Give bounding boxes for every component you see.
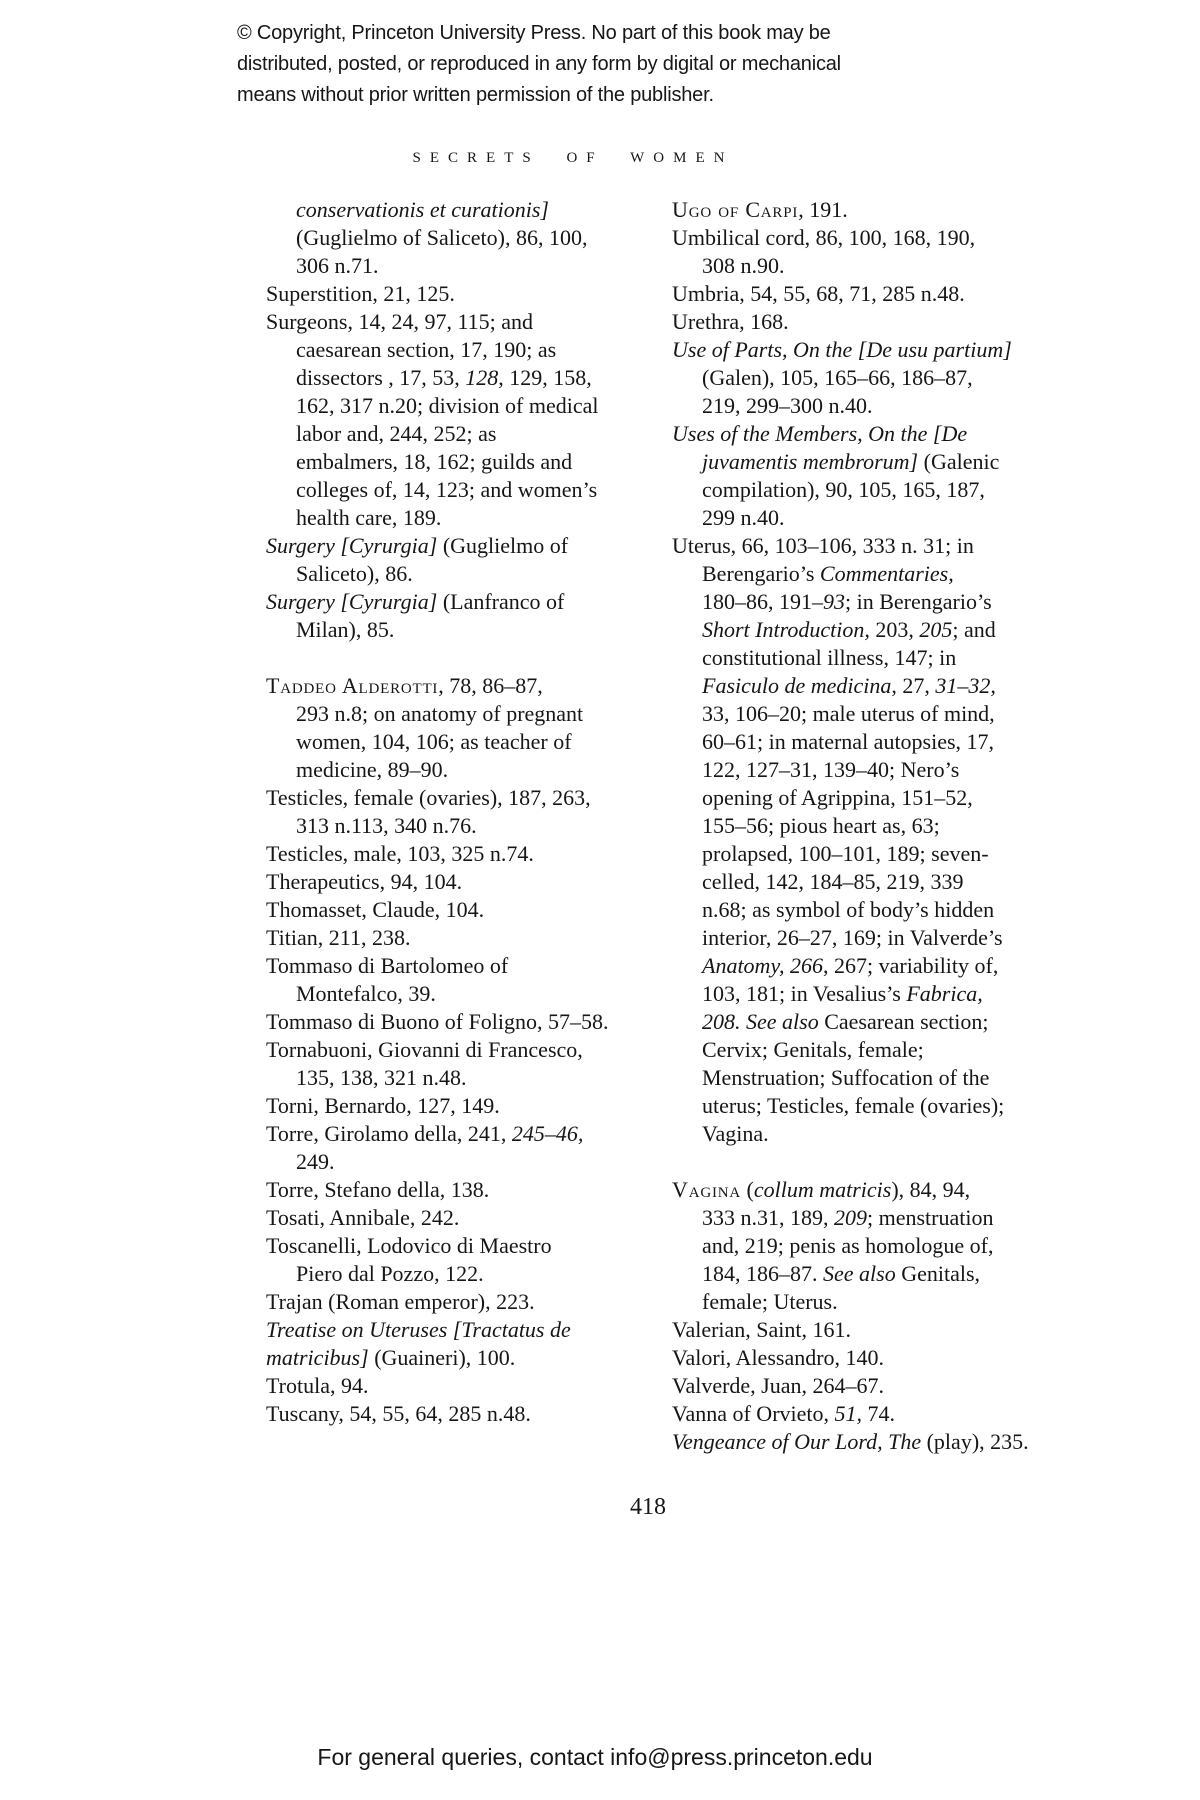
index-line: Vengeance of Our Lord, The (play), 235. bbox=[672, 1429, 1029, 1454]
index-line: opening of Agrippina, 151–52, bbox=[702, 785, 973, 810]
index-line: female; Uterus. bbox=[702, 1289, 838, 1314]
copyright-line: © Copyright, Princeton University Press. No part of this book may be bbox=[237, 22, 831, 44]
index-line: 306 n.71. bbox=[296, 253, 379, 278]
index-line: Montefalco, 39. bbox=[296, 981, 436, 1006]
page-number: 418 bbox=[630, 1494, 666, 1520]
index-line: Tornabuoni, Giovanni di Francesco, bbox=[266, 1037, 583, 1062]
index-line: 313 n.113, 340 n.76. bbox=[296, 813, 477, 838]
index-line: 293 n.8; on anatomy of pregnant bbox=[296, 701, 584, 726]
index-line: Short Introduction, 203, 205; and bbox=[702, 617, 996, 642]
index-line: 180–86, 191–93; in Berengario’s bbox=[702, 589, 992, 614]
index-line: 103, 181; in Vesalius’s Fabrica, bbox=[702, 981, 983, 1006]
index-line: Ugo of Carpi, 191. bbox=[672, 197, 848, 222]
index-line: Thomasset, Claude, 104. bbox=[266, 897, 485, 922]
index-line: Tuscany, 54, 55, 64, 285 n.48. bbox=[266, 1401, 531, 1426]
index-line: Testicles, female (ovaries), 187, 263, bbox=[266, 785, 591, 810]
index-line: Testicles, male, 103, 325 n.74. bbox=[266, 841, 534, 866]
index-line: Milan), 85. bbox=[296, 617, 395, 642]
index-line: 33, 106–20; male uterus of mind, bbox=[702, 701, 995, 726]
index-line: constitutional illness, 147; in bbox=[702, 645, 957, 670]
index-line: Surgeons, 14, 24, 97, 115; and bbox=[266, 309, 534, 334]
index-line: 135, 138, 321 n.48. bbox=[296, 1065, 467, 1090]
index-line: Piero dal Pozzo, 122. bbox=[296, 1261, 484, 1286]
index-line: Toscanelli, Lodovico di Maestro bbox=[266, 1233, 552, 1258]
index-line: 219, 299–300 n.40. bbox=[702, 393, 873, 418]
index-line: (Galen), 105, 165–66, 186–87, bbox=[702, 365, 973, 390]
index-line: Valerian, Saint, 161. bbox=[672, 1317, 852, 1342]
index-line: Umbria, 54, 55, 68, 71, 285 n.48. bbox=[672, 281, 965, 306]
index-line: celled, 142, 184–85, 219, 339 bbox=[702, 869, 964, 894]
footer-contact-line: For general queries, contact info@press.princeton.edu bbox=[317, 1744, 873, 1770]
index-line: dissectors , 17, 53, 128, 129, 158, bbox=[296, 365, 592, 390]
index-line: 162, 317 n.20; division of medical bbox=[296, 393, 599, 418]
running-head: SECRETS OF WOMEN bbox=[412, 150, 734, 166]
index-line: and, 219; penis as homologue of, bbox=[702, 1233, 994, 1258]
index-line: labor and, 244, 252; as bbox=[296, 421, 497, 446]
index-line: Cervix; Genitals, female; bbox=[702, 1037, 924, 1062]
index-line: uterus; Testicles, female (ovaries); bbox=[702, 1093, 1005, 1118]
index-line: Menstruation; Suffocation of the bbox=[702, 1065, 990, 1090]
index-line: Therapeutics, 94, 104. bbox=[266, 869, 463, 894]
copyright-notice bbox=[237, 18, 841, 111]
index-line: women, 104, 106; as teacher of bbox=[296, 729, 572, 754]
index-line: n.68; as symbol of body’s hidden bbox=[702, 897, 995, 922]
index-line: prolapsed, 100–101, 189; seven- bbox=[702, 841, 989, 866]
index-line: Berengario’s Commentaries, bbox=[702, 561, 954, 586]
index-line: juvamentis membrorum] (Galenic bbox=[702, 449, 1000, 474]
index-line: Vanna of Orvieto, 51, 74. bbox=[672, 1401, 896, 1426]
index-line: Treatise on Uteruses [Tractatus de bbox=[266, 1317, 571, 1342]
index-line: Superstition, 21, 125. bbox=[266, 281, 455, 306]
index-line: compilation), 90, 105, 165, 187, bbox=[702, 477, 985, 502]
index-line: embalmers, 18, 162; guilds and bbox=[296, 449, 573, 474]
index-line: Tommaso di Bartolomeo of bbox=[266, 953, 509, 978]
index-line: 122, 127–31, 139–40; Nero’s bbox=[702, 757, 960, 782]
index-line: Torre, Girolamo della, 241, 245–46, bbox=[266, 1121, 584, 1146]
index-line: 155–56; pious heart as, 63; bbox=[702, 813, 940, 838]
index-line: Surgery [Cyrurgia] (Guglielmo of bbox=[266, 533, 569, 558]
index-line: health care, 189. bbox=[296, 505, 442, 530]
index-line: Vagina. bbox=[702, 1121, 769, 1146]
index-line: Anatomy, 266, 267; variability of, bbox=[702, 953, 999, 978]
index-line: interior, 26–27, 169; in Valverde’s bbox=[702, 925, 1003, 950]
index-line: (Guglielmo of Saliceto), 86, 100, bbox=[296, 225, 588, 250]
index-line: medicine, 89–90. bbox=[296, 757, 449, 782]
copyright-line: distributed, posted, or reproduced in any form by digital or mechanical bbox=[237, 53, 841, 75]
index-line: Taddeo Alderotti, 78, 86–87, bbox=[266, 673, 543, 698]
index-line: Torre, Stefano della, 138. bbox=[266, 1177, 490, 1202]
index-line: 333 n.31, 189, 209; menstruation bbox=[702, 1205, 994, 1230]
index-line: Umbilical cord, 86, 100, 168, 190, bbox=[672, 225, 976, 250]
index-line: Tommaso di Buono of Foligno, 57–58. bbox=[266, 1009, 609, 1034]
index-line: Valori, Alessandro, 140. bbox=[672, 1345, 885, 1370]
index-line: 60–61; in maternal autopsies, 17, bbox=[702, 729, 995, 754]
index-line: Titian, 211, 238. bbox=[266, 925, 411, 950]
index-line: 249. bbox=[296, 1149, 335, 1174]
index-line: Urethra, 168. bbox=[672, 309, 789, 334]
index-column-right bbox=[672, 196, 1029, 1456]
index-line: Saliceto), 86. bbox=[296, 561, 413, 586]
index-line: Uses of the Members, On the [De bbox=[672, 421, 968, 446]
index-line: Valverde, Juan, 264–67. bbox=[672, 1373, 885, 1398]
index-line: Torni, Bernardo, 127, 149. bbox=[266, 1093, 500, 1118]
copyright-line: means without prior written permission of the publisher. bbox=[237, 84, 714, 106]
index-line: Tosati, Annibale, 242. bbox=[266, 1205, 460, 1230]
index-column-left bbox=[266, 196, 609, 1428]
index-line: Vagina (collum matricis), 84, 94, bbox=[672, 1177, 971, 1202]
index-line: Surgery [Cyrurgia] (Lanfranco of bbox=[266, 589, 565, 614]
index-line: Trajan (Roman emperor), 223. bbox=[266, 1289, 535, 1314]
index-line: 208. See also Caesarean section; bbox=[702, 1009, 989, 1034]
index-line: matricibus] (Guaineri), 100. bbox=[266, 1345, 516, 1370]
index-line: caesarean section, 17, 190; as bbox=[296, 337, 557, 362]
index-line: Use of Parts, On the [De usu partium] bbox=[672, 337, 1012, 362]
index-line: 299 n.40. bbox=[702, 505, 785, 530]
index-line: 308 n.90. bbox=[702, 253, 785, 278]
index-line: Fasiculo de medicina, 27, 31–32, bbox=[702, 673, 996, 698]
index-line: colleges of, 14, 123; and women’s bbox=[296, 477, 598, 502]
index-line: conservationis et curationis] bbox=[296, 197, 549, 222]
index-line: Uterus, 66, 103–106, 333 n. 31; in bbox=[672, 533, 974, 558]
index-line: 184, 186–87. See also Genitals, bbox=[702, 1261, 981, 1286]
index-line: Trotula, 94. bbox=[266, 1373, 369, 1398]
